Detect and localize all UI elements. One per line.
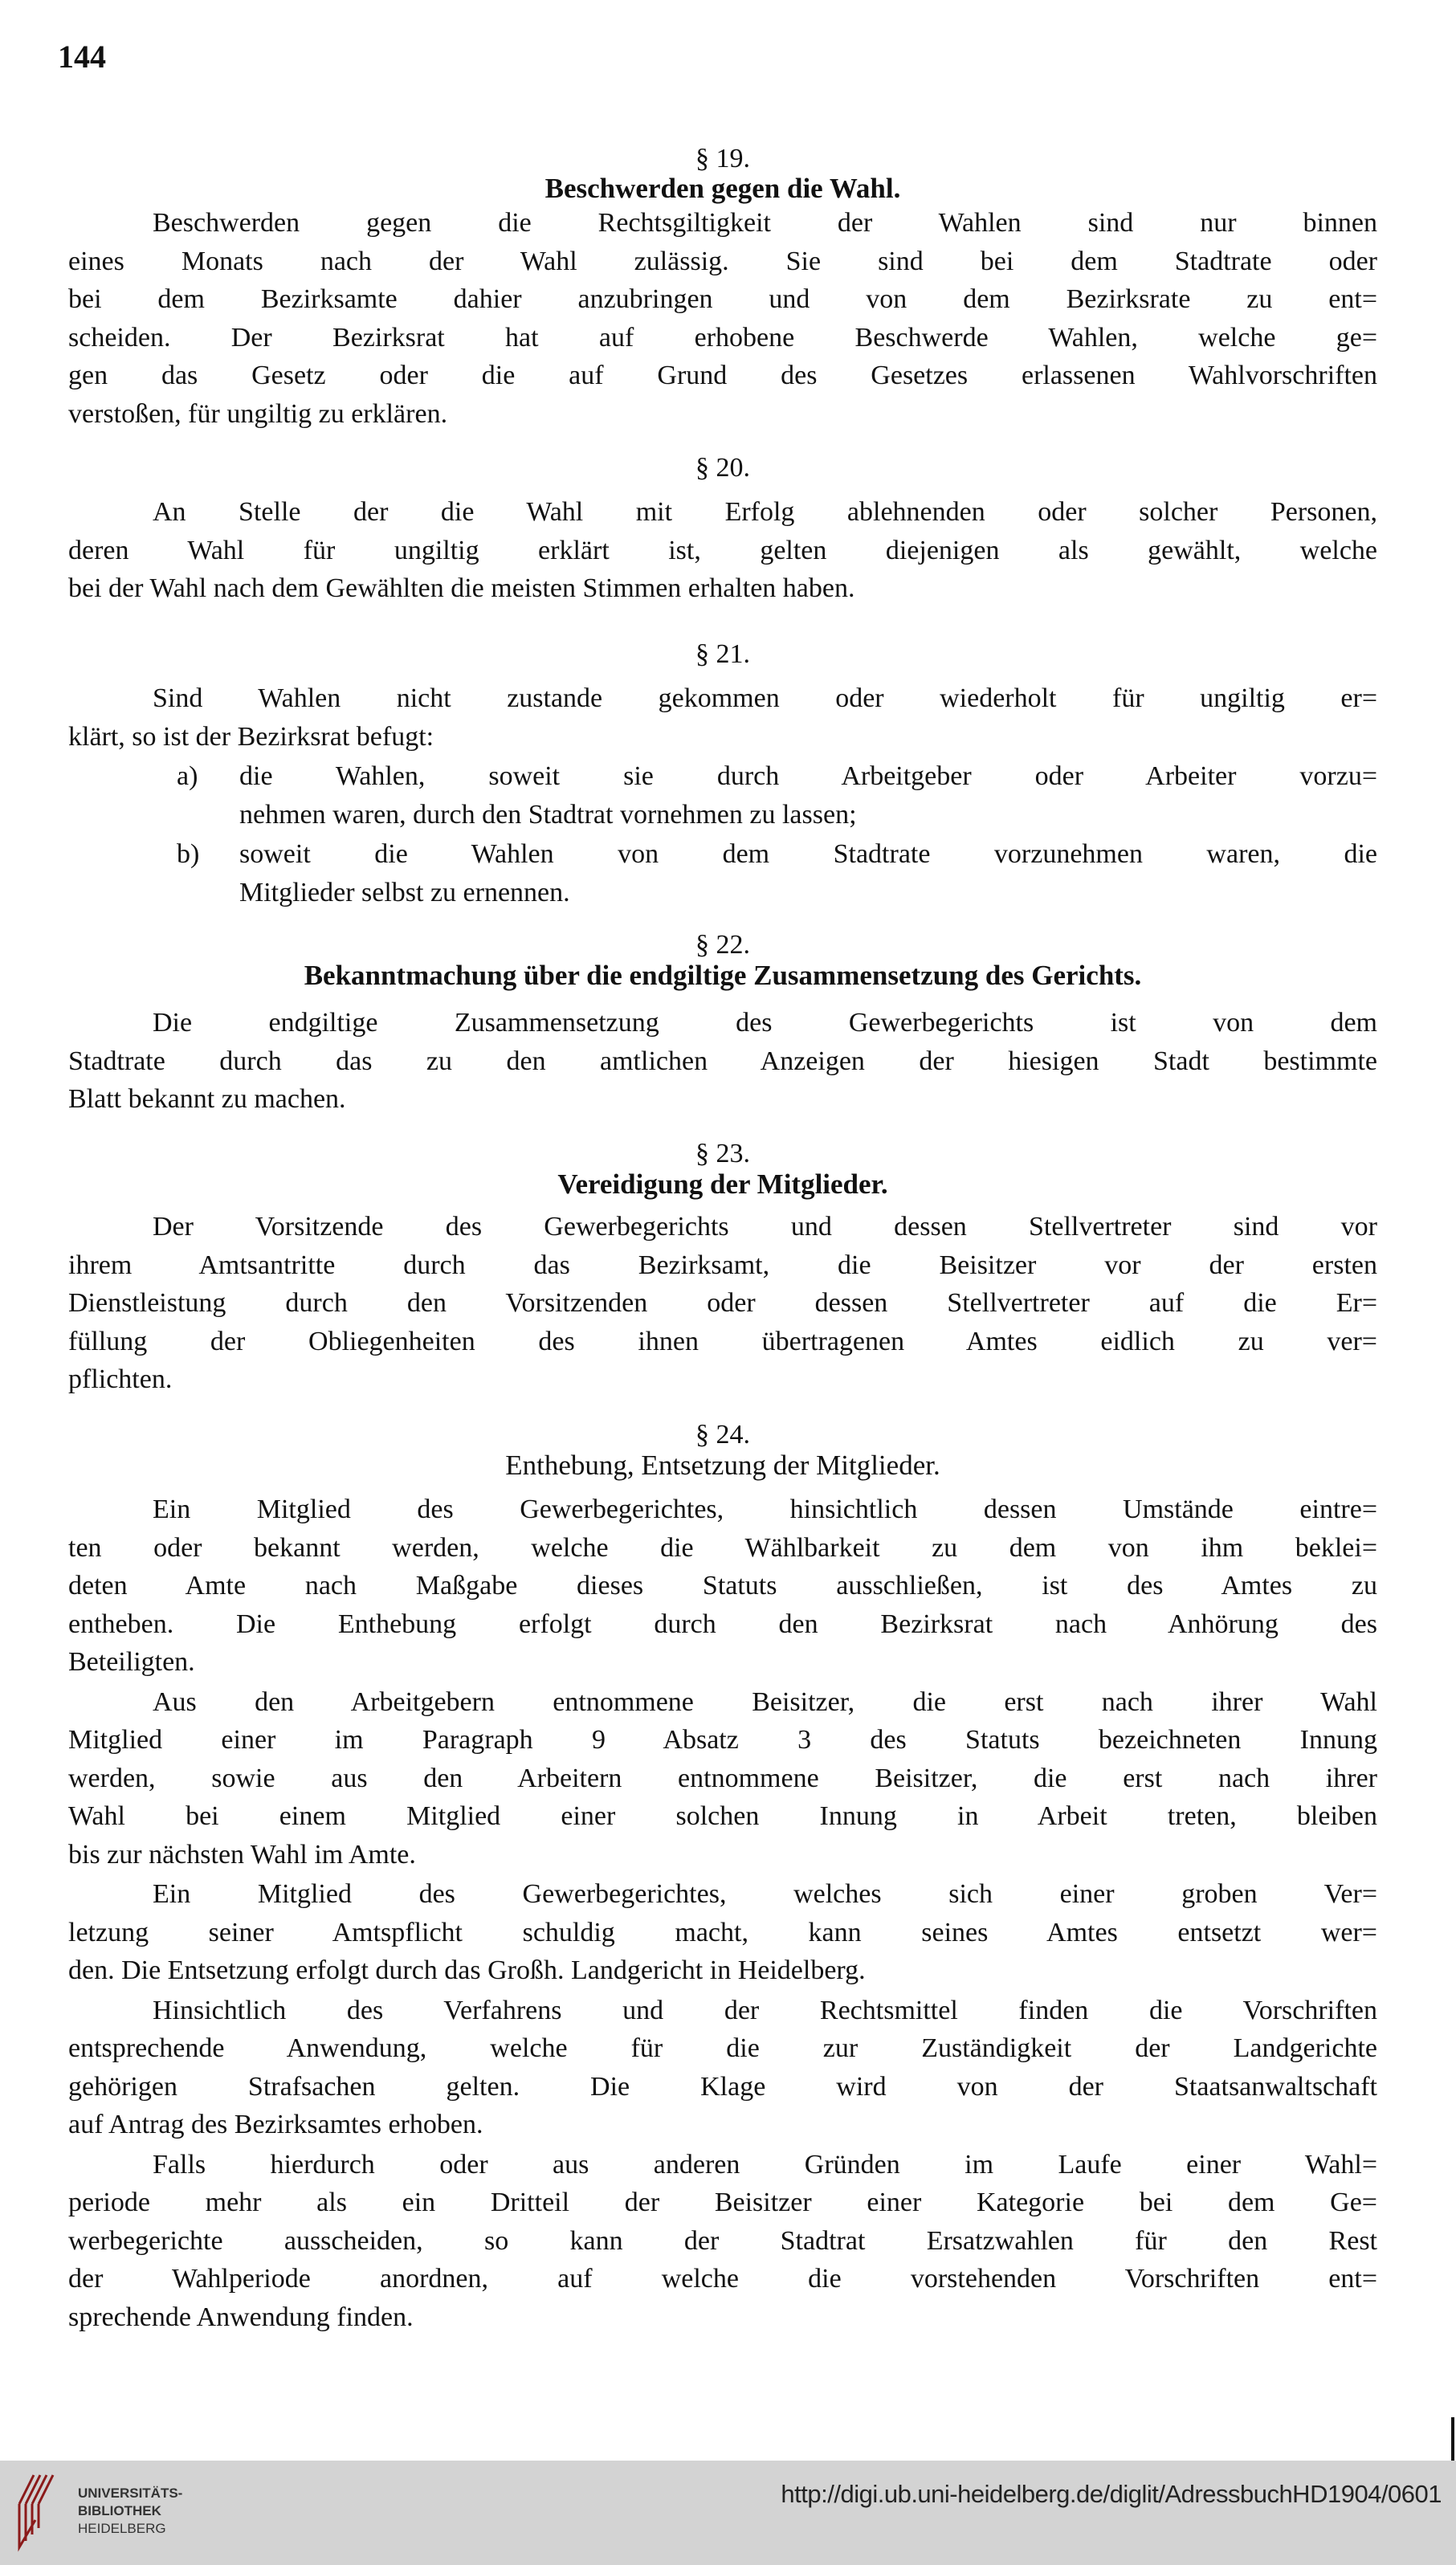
- text-line: Sind Wahlen nicht zustande gekommen oder wiederholt für ungiltig er=: [153, 683, 1377, 713]
- library-name: [78, 2485, 182, 2538]
- library-name-line-1: UNIVERSITÄTS-: [78, 2485, 183, 2501]
- section-number: § 23.: [695, 1139, 750, 1168]
- library-logo-icon: [13, 2472, 61, 2552]
- paragraph: [68, 1992, 1377, 2144]
- text-line: den. Die Entsetzung erfolgt durch das Großh. Landgericht in Heidelberg.: [68, 1955, 866, 1985]
- text-line: An Stelle der die Wahl mit Erfolg ablehnenden oder solcher Personen,: [153, 497, 1377, 527]
- section-heading: Enthebung, Entsetzung der Mitglieder.: [505, 1450, 940, 1481]
- text-line: der Wahlperiode anordnen, auf welche die vorstehenden Vorschriften ent=: [68, 2264, 1377, 2294]
- text-line: Blatt bekannt zu machen.: [68, 1084, 346, 1114]
- text-line: entsprechende Anwendung, welche für die zur Zuständigkeit der Landgerichte: [68, 2033, 1377, 2063]
- text-line: klärt, so ist der Bezirksrat befugt:: [68, 721, 434, 752]
- footer-bar: [0, 2461, 1456, 2565]
- text-line: Dienstleistung durch den Vorsitzenden oder dessen Stellvertreter auf die Er=: [68, 1288, 1377, 1318]
- text-line: Ein Mitglied des Gewerbegerichtes, welches sich einer groben Ver=: [153, 1879, 1377, 1909]
- text-line: werbegerichte ausscheiden, so kann der Stadtrat Ersatzwahlen für den Rest: [68, 2225, 1377, 2256]
- text-line: Beschwerden gegen die Rechtsgiltigkeit der Wahlen sind nur binnen: [153, 208, 1377, 238]
- text-line: bis zur nächsten Wahl im Amte.: [68, 1839, 416, 1870]
- text-line: bei der Wahl nach dem Gewählten die meisten Stimmen erhalten haben.: [68, 573, 855, 603]
- paragraph: [68, 1208, 1377, 1399]
- section-heading: Bekanntmachung über die endgiltige Zusammensetzung des Gerichts.: [304, 960, 1142, 991]
- paragraph: [68, 1004, 1377, 1119]
- text-line: verstoßen, für ungiltig zu erklären.: [68, 398, 448, 429]
- section-number: § 22.: [695, 930, 750, 960]
- paragraph: [68, 1490, 1377, 1682]
- text-line: Aus den Arbeitgebern entnommene Beisitzer, die erst nach ihrer Wahl: [153, 1686, 1377, 1717]
- paragraph: [68, 204, 1377, 433]
- list-item-label: a): [177, 761, 198, 791]
- section-number: § 19.: [695, 144, 750, 173]
- text-line: Mitglieder selbst zu ernennen.: [239, 877, 570, 907]
- library-name-line-2: BIBLIOTHEK: [78, 2503, 161, 2518]
- page-number: 144: [58, 39, 106, 75]
- text-line: sprechende Anwendung finden.: [68, 2302, 414, 2332]
- section-heading: Beschwerden gegen die Wahl.: [544, 173, 901, 204]
- text-line: werden, sowie aus den Arbeitern entnommene Beisitzer, die erst nach ihrer: [68, 1763, 1377, 1793]
- paragraph: [68, 1875, 1377, 1990]
- text-line: bei dem Bezirksamte dahier anzubringen und von dem Bezirksrate zu ent=: [68, 284, 1377, 314]
- source-url-link[interactable]: http://digi.ub.uni-heidelberg.de/diglit/AdressbuchHD1904/0601: [781, 2480, 1442, 2508]
- text-line: Wahl bei einem Mitglied einer solchen Innung in Arbeit treten, bleiben: [68, 1801, 1377, 1831]
- text-line: eines Monats nach der Wahl zulässig. Sie sind bei dem Stadtrate oder: [68, 246, 1377, 276]
- section-number: § 20.: [695, 453, 750, 483]
- text-line: Der Vorsitzende des Gewerbegerichts und dessen Stellvertreter sind vor: [153, 1212, 1377, 1242]
- list-item: [68, 835, 1377, 911]
- section-heading: Vereidigung der Mitglieder.: [557, 1168, 888, 1200]
- scan-edge: [1451, 2417, 1454, 2461]
- text-line: die Wahlen, soweit sie durch Arbeitgeber oder Arbeiter vorzu=: [239, 761, 1377, 791]
- library-name-line-3: HEIDELBERG: [78, 2521, 166, 2536]
- text-line: Hinsichtlich des Verfahrens und der Rechtsmittel finden die Vorschriften: [153, 1995, 1377, 2025]
- paragraph: [68, 679, 1377, 756]
- text-line: deren Wahl für ungiltig erklärt ist, gelten diejenigen als gewählt, welche: [68, 535, 1377, 565]
- text-line: periode mehr als ein Dritteil der Beisitzer einer Kategorie bei dem Ge=: [68, 2188, 1377, 2217]
- text-line: gen das Gesetz oder die auf Grund des Gesetzes erlassenen Wahlvorschriften: [68, 361, 1377, 390]
- text-line: deten Amte nach Maßgabe dieses Statuts ausschließen, ist des Amtes zu: [68, 1571, 1377, 1601]
- text-line: nehmen waren, durch den Stadtrat vornehmen zu lassen;: [239, 799, 857, 830]
- text-line: Ein Mitglied des Gewerbegerichtes, hinsichtlich dessen Umstände eintre=: [153, 1495, 1377, 1524]
- text-line: scheiden. Der Bezirksrat hat auf erhobene Beschwerde Wahlen, welche ge=: [68, 322, 1377, 353]
- section-number: § 21.: [695, 639, 750, 669]
- text-line: Stadtrate durch das zu den amtlichen Anzeigen der hiesigen Stadt bestimmte: [68, 1046, 1377, 1076]
- text-line: entheben. Die Enthebung erfolgt durch den Bezirksrat nach Anhörung des: [68, 1609, 1377, 1639]
- text-line: ten oder bekannt werden, welche die Wählbarkeit zu dem von ihm beklei=: [68, 1532, 1377, 1563]
- paragraph: [68, 2146, 1377, 2337]
- text-line: ihrem Amtsantritte durch das Bezirksamt, die Beisitzer vor der ersten: [68, 1250, 1377, 1280]
- list-item: [68, 757, 1377, 834]
- text-line: auf Antrag des Bezirksamtes erhoben.: [68, 2110, 483, 2139]
- paragraph: [68, 493, 1377, 608]
- paragraph: [68, 1683, 1377, 1874]
- text-line: pflichten.: [68, 1364, 173, 1394]
- text-line: Mitglied einer im Paragraph 9 Absatz 3 des Statuts bezeichneten Innung: [68, 1725, 1377, 1755]
- text-line: füllung der Obliegenheiten des ihnen übertragenen Amtes eidlich zu ver=: [68, 1326, 1377, 1356]
- list-item-label: b): [177, 839, 200, 869]
- text-line: Die endgiltige Zusammensetzung des Gewerbegerichts ist von dem: [153, 1008, 1377, 1038]
- text-line: letzung seiner Amtspflicht schuldig macht, kann seines Amtes entsetzt wer=: [68, 1917, 1377, 1947]
- text-line: soweit die Wahlen von dem Stadtrate vorzunehmen waren, die: [239, 839, 1377, 869]
- text-line: Beteiligten.: [68, 1647, 195, 1677]
- section-number: § 24.: [695, 1420, 750, 1450]
- text-line: gehörigen Strafsachen gelten. Die Klage wird von der Staatsanwaltschaft: [68, 2071, 1377, 2102]
- text-line: Falls hierdurch oder aus anderen Gründen im Laufe einer Wahl=: [153, 2149, 1377, 2180]
